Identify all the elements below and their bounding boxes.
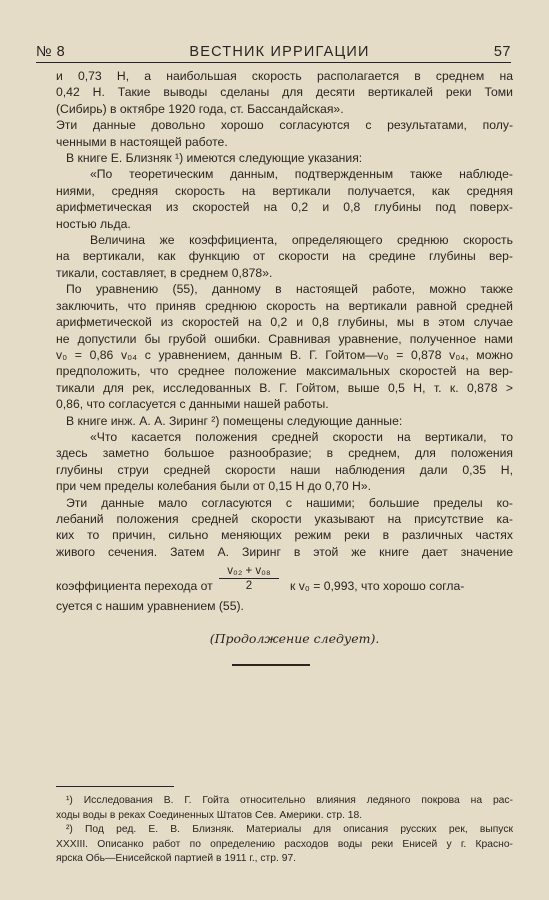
text-line: 0,42 Н. Такие выводы сделаны для десяти вертикалей реки Томи [56,85,513,100]
text-line: v₀ = 0,86 v₀₄ с уравнением, данным В. Г. Гойтом—v₀ = 0,878 v₀₄, можно [56,347,513,362]
text-line: Величина же коэффициента, определяющего среднюю скорость [90,233,513,248]
text-line: живого сечения. Затем А. Зиринг в этой же книге дает значение [56,544,513,559]
text-line: арифметической из скоростей на 0,2 и 0,8 глубины, мы в этом случае [56,315,513,330]
issue-number: № 8 [36,44,66,60]
footnote-line: ходы воды в реках Соединенных Штатов Сев. Америки. стр. 18. [56,809,363,821]
text-line: «По теоретическим данным, подтвержденным также наблюде- [90,167,513,182]
text-line: тикали для рек, исследованных В. Г. Гойтом, выше 0,5 Н, т. к. 0,878 > [56,380,513,395]
text-line: глубины струи средней скорости наши наблюдения дали 0,35 Н, [56,462,513,477]
text-line: ченными в настоящей работе. [56,134,228,149]
section-divider [232,664,310,666]
footnote-rule [56,786,174,787]
text-line: заключить, что приняв среднюю скорость на вертикали равной средней [56,298,513,313]
text-line: лебаний положения средней скорости указывают на присутствие ка- [56,511,513,526]
text-line: не допустили бы грубой ошибки. Сравнивая уравнение, полученное нами [56,331,513,346]
continuation-note: (Продолжение следует). [209,630,380,646]
text-line: ностью льда. [56,216,131,231]
text-line: «Что касается положения средней скорости на вертикали, то [90,429,513,444]
body-text [56,68,513,560]
closing-line: суется с нашим уравнением (55). [56,599,244,614]
text-line: В книге инж. А. А. Зиринг ²) помещены следующие данные: [66,413,403,428]
text-line: и 0,73 Н, а наибольшая скорость располагается в среднем на [56,69,513,83]
header-rule [36,62,511,63]
formula-fraction [219,564,279,593]
footnotes [56,794,513,867]
text-line: 0,86, что согласуется с данными нашей работы. [56,397,329,412]
page-number: 57 [493,44,511,60]
fraction-numerator: v₀₂ + v₀₈ [219,564,279,579]
journal-title: ВЕСТНИК ИРРИГАЦИИ [189,44,370,60]
text-line: По уравнению (55), данному в настоящей работе, можно также [66,282,513,297]
text-line: при чем пределы колебания были от 0,15 Н до 0,70 Н». [56,479,371,494]
text-line: (Сибирь) в октябре 1920 года, ст. Бассандайская». [56,101,344,116]
text-line: предположить, что среднее положение максимальных скоростей на вер- [56,364,513,379]
article-body [56,68,513,647]
text-line: ниями, средняя скорость на вертикали получается, как средняя [56,183,513,198]
text-line: на вертикали, как функцию от скорости на средине глубины вер- [56,249,513,264]
text-line: здесь заметно большое разнообразие; в среднем, для положения [56,446,513,461]
page-header [36,36,511,60]
text-line: В книге Е. Близняк ¹) имеются следующие указания: [66,151,363,166]
formula-lead-text: коэффициента перехода от [56,579,213,594]
text-line: ких то причин, сильно меняющих режим реки в различных частях [56,528,513,543]
fraction-denominator: 2 [245,580,253,593]
text-line: арифметическая из скоростей на 0,2 и 0,8 глубины под поверх- [56,200,513,215]
formula-trail-text: к v₀ = 0,993, что хорошо согла- [290,579,465,594]
text-line: тикали, составляет, в среднем 0,878». [56,265,273,280]
footnote-line: ярска Обь—Енисейской партией в 1911 г., стр. 97. [56,853,297,864]
text-line: Эти данные довольно хорошо согласуются с результатами, полу- [56,118,513,133]
formula-line [56,564,513,598]
footnote-line: ²) Под ред. Е. В. Близняк. Материалы для описания русских рек, выпуск [66,824,513,835]
footnote-line: ¹) Исследования В. Г. Гойта относительно влияния ледяного покрова на рас- [66,795,513,806]
footnote-line: XXXIII. Описанко работ по определению расходов воды реки Енисей у г. Красно- [56,838,513,850]
text-line: Эти данные мало согласуются с нашими; большие пределы ко- [66,495,513,510]
